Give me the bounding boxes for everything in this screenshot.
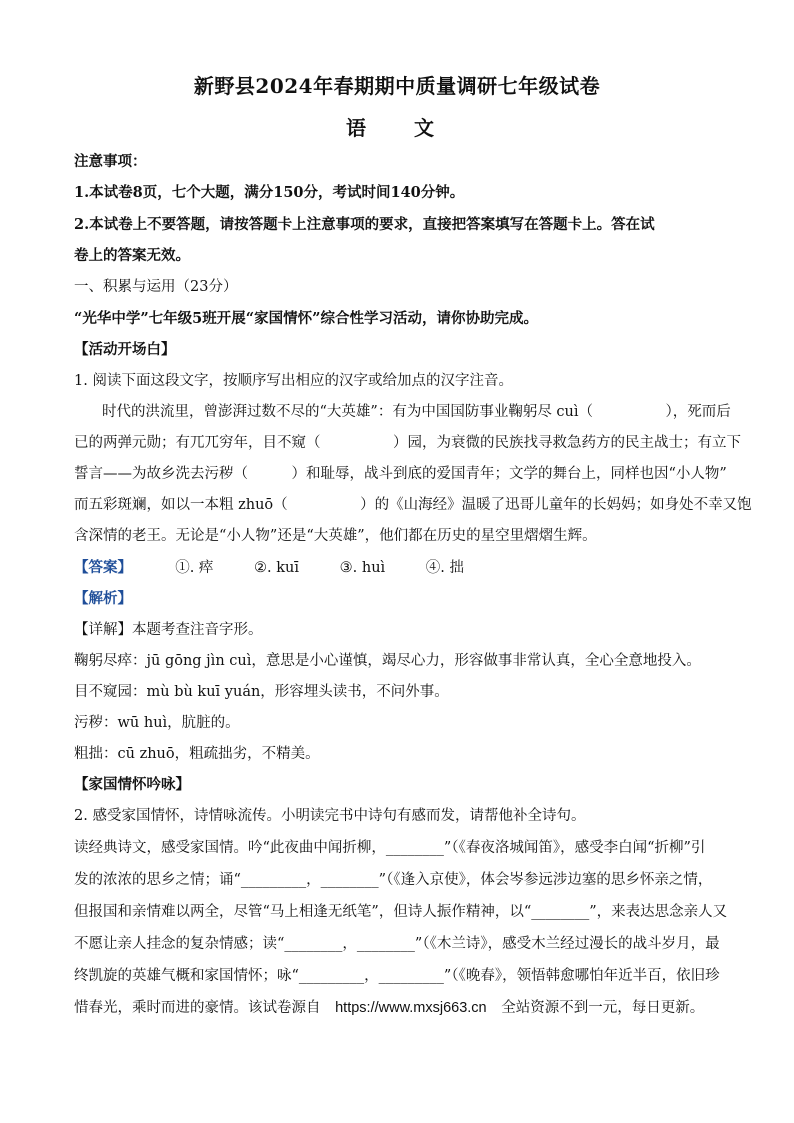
question-2-line-3: 但报国和亲情难以两全，尽管“马上相逢无纸笔”，但诗人振作精神，以“________”，来表达思念亲人又 bbox=[74, 904, 728, 920]
question-1-passage-line-3: 誓言——为故乡洗去污秽（ ）和耻辱，战斗到底的爱国青年；文学的舞台上，同样也因“小人物” bbox=[74, 466, 727, 482]
question-1-stem: 1. 阅读下面这段文字，按顺序写出相应的汉字或给加点的汉字注音。 bbox=[74, 373, 513, 389]
answer-row bbox=[74, 556, 724, 577]
question-2-stem: 2. 感受家国情怀，诗情咏流传。小明读完书中诗句有感而发，请帮他补全诗句。 bbox=[74, 808, 586, 824]
question-1-passage-line-2: 已的两弹元勋；有兀兀穷年，目不窥（ ）园，为衰微的民族找寻救急药方的民主战士；有立下 bbox=[74, 435, 741, 451]
note-1: 1.本试卷8页，七个大题，满分150分，考试时间140分钟。 bbox=[74, 184, 465, 201]
exam-title: 新野县2024年春期期中质量调研七年级试卷 bbox=[193, 74, 601, 98]
question-2-line-6-text: 惜春光，乘时而进的豪情。该试卷源自 bbox=[74, 1000, 321, 1016]
explanation-2: 目不窥园：mù bù kuī yuán，形容埋头读书，不问外事。 bbox=[74, 684, 449, 700]
answer-item: ①. 瘁 bbox=[175, 560, 214, 576]
source-link[interactable]: https://www.mxsj663.cn bbox=[335, 1000, 487, 1016]
note-2-line-2: 卷上的答案无效。 bbox=[74, 247, 190, 264]
question-1-passage-line-5: 含深情的老王。无论是“小人物”还是“大英雄”，他们都在历史的星空里熠熠生辉。 bbox=[74, 528, 597, 544]
promo-text: 全站资源不到一元，每日更新。 bbox=[501, 1000, 705, 1016]
answer-item: ②. kuī bbox=[254, 560, 300, 576]
subject-heading: 语 文 bbox=[346, 116, 448, 140]
explanation-3: 污秽：wū huì，肮脏的。 bbox=[74, 715, 240, 731]
question-2-line-2: 发的浓浓的思乡之情；诵“_________，________”（《逢入京使》，体会岑参远涉边塞的思乡怀亲之情， bbox=[74, 872, 713, 888]
answer-item: ④. 拙 bbox=[425, 560, 465, 576]
detail-text: 本题考查注音字形。 bbox=[132, 622, 263, 638]
answer-label: 【答案】 bbox=[74, 559, 132, 576]
detail-row bbox=[74, 618, 724, 639]
question-2-line-6 bbox=[74, 996, 724, 1017]
notes-heading: 注意事项： bbox=[74, 153, 147, 170]
question-1-passage-line-4: 而五彩斑斓，如以一本粗 zhuō（ ）的《山海经》温暖了迅哥儿童年的长妈妈；如身处不幸又饱 bbox=[74, 497, 752, 513]
explanation-4: 粗拙：cū zhuō，粗疏拙劣，不精美。 bbox=[74, 746, 320, 762]
activity-intro: “光华中学”七年级5班开展“家国情怀”综合性学习活动，请你协助完成。 bbox=[74, 310, 538, 327]
activity-1-heading: 【活动开场白】 bbox=[74, 341, 176, 358]
analysis-label: 【解析】 bbox=[74, 590, 132, 607]
note-2-line-1: 2.本试卷上不要答题，请按答题卡上注意事项的要求，直接把答案填写在答题卡上。答在试 bbox=[74, 216, 655, 233]
question-2-line-5: 终凯旋的英雄气概和家国情怀；咏“_________，_________”（《晚春》，领悟韩愈哪怕年近半百，依旧珍 bbox=[74, 968, 720, 984]
question-1-passage-line-1: 时代的洪流里，曾澎湃过数不尽的“大英雄”：有为中国国防事业鞠躬尽 cuì（ ），死而后 bbox=[102, 404, 731, 420]
question-2-line-1: 读经典诗文，感受家国情。吟“此夜曲中闻折柳，________”（《春夜洛城闻笛》，感受李白闻“折柳”引 bbox=[74, 840, 706, 856]
section-1-heading: 一、积累与运用（23分） bbox=[74, 279, 238, 295]
activity-2-heading: 【家国情怀吟咏】 bbox=[74, 776, 190, 793]
question-2-line-4: 不愿让亲人挂念的复杂情感；读“________，________”（《木兰诗》，感受木兰经过漫长的战斗岁月，最 bbox=[74, 936, 720, 952]
explanation-1: 鞠躬尽瘁：jū gōng jìn cuì，意思是小心谨慎，竭尽心力，形容做事非常认真，全心全意地投入。 bbox=[74, 653, 701, 669]
answer-item: ③. huì bbox=[339, 560, 386, 576]
detail-label: 【详解】 bbox=[74, 622, 132, 638]
